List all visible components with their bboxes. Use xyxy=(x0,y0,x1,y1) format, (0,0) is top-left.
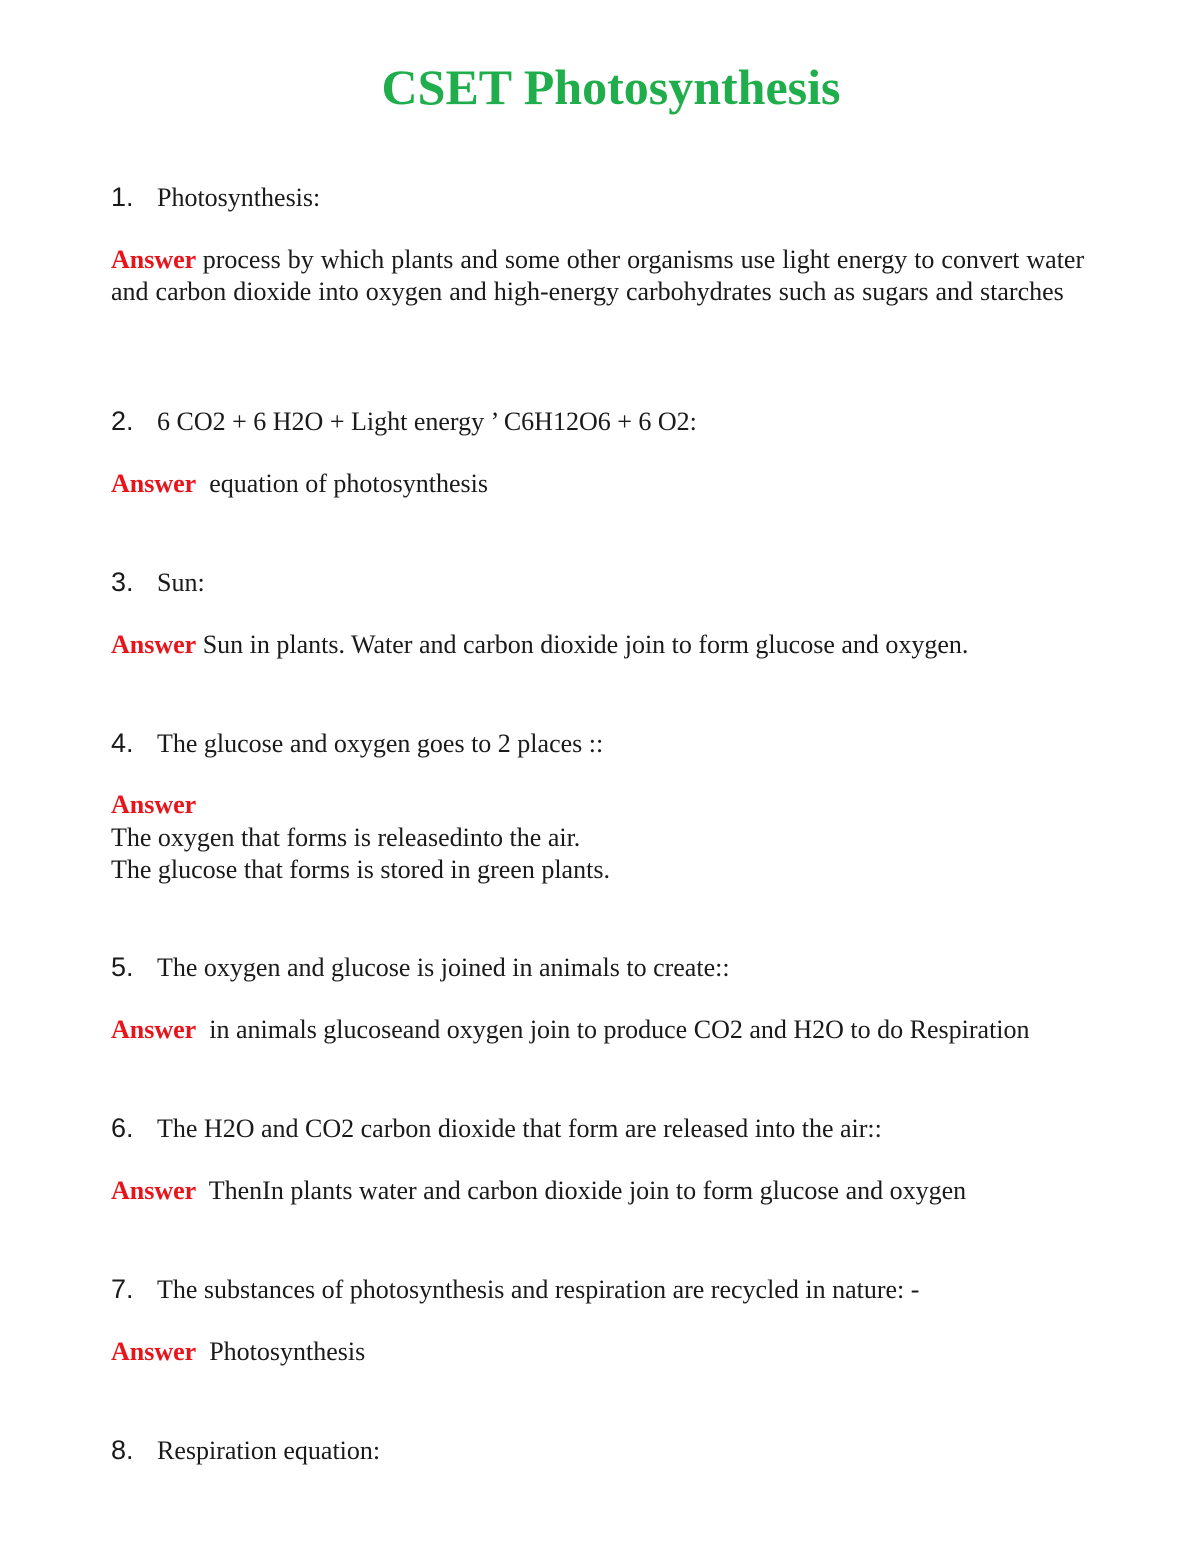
answer-label: Answer xyxy=(111,469,197,498)
answer-label: Answer xyxy=(111,1176,197,1205)
question-number: 7. xyxy=(111,1274,134,1304)
question-2 xyxy=(111,405,697,438)
question-text: 6 CO2 + 6 H2O + Light energy ’ C6H12O6 + 6 O2: xyxy=(157,407,697,436)
page-title: CSET Photosynthesis xyxy=(381,59,841,115)
question-7 xyxy=(111,1273,919,1306)
answer-text: Photosynthesis xyxy=(209,1337,366,1366)
answer-text: ThenIn plants water and carbon dioxide join to form glucose and oxygen xyxy=(208,1176,967,1205)
question-number: 4. xyxy=(111,728,134,758)
answer-5 xyxy=(111,1014,1091,1046)
question-5 xyxy=(111,951,730,984)
question-text: Photosynthesis: xyxy=(157,183,321,212)
question-text: The glucose and oxygen goes to 2 places :: xyxy=(157,729,604,758)
answer-4 xyxy=(111,789,1091,887)
question-number: 2. xyxy=(111,406,134,436)
answer-line: The glucose that forms is stored in green plants. xyxy=(111,855,610,884)
answer-text: equation of photosynthesis xyxy=(209,469,488,498)
answer-7 xyxy=(111,1336,1091,1368)
question-text: The H2O and CO2 carbon dioxide that form are released into the air:: xyxy=(157,1114,882,1143)
question-text: The substances of photosynthesis and respiration are recycled in nature: - xyxy=(157,1275,920,1304)
question-3 xyxy=(111,566,205,599)
question-6 xyxy=(111,1112,882,1145)
question-number: 5. xyxy=(111,952,134,982)
question-4 xyxy=(111,727,603,760)
answer-text: process by which plants and some other organisms use light energy to convert water and carbon dioxide into oxygen and high-energy carbohydrates such as sugars and starches xyxy=(111,245,1085,306)
answer-label: Answer xyxy=(111,630,197,659)
question-number: 6. xyxy=(111,1113,134,1143)
question-8 xyxy=(111,1434,380,1467)
answer-text: Sun in plants. Water and carbon dioxide join to form glucose and oxygen. xyxy=(202,630,969,659)
answer-label: Answer xyxy=(111,790,197,819)
answer-2 xyxy=(111,468,1091,500)
answer-1 xyxy=(111,244,1101,307)
answer-label: Answer xyxy=(111,245,197,274)
answer-label: Answer xyxy=(111,1015,197,1044)
question-text: Sun: xyxy=(157,568,205,597)
question-number: 8. xyxy=(111,1435,134,1465)
question-number: 1. xyxy=(111,182,134,212)
answer-text: in animals glucoseand oxygen join to produce CO2 and H2O to do Respiration xyxy=(209,1015,1030,1044)
question-text: The oxygen and glucose is joined in animals to create:: xyxy=(157,953,730,982)
answer-line: The oxygen that forms is releasedinto the air. xyxy=(111,822,581,852)
answer-label: Answer xyxy=(111,1337,197,1366)
question-number: 3. xyxy=(111,567,134,597)
answer-6 xyxy=(111,1175,1091,1207)
question-text: Respiration equation: xyxy=(157,1436,381,1465)
answer-3 xyxy=(111,629,1091,661)
question-1 xyxy=(111,181,320,214)
